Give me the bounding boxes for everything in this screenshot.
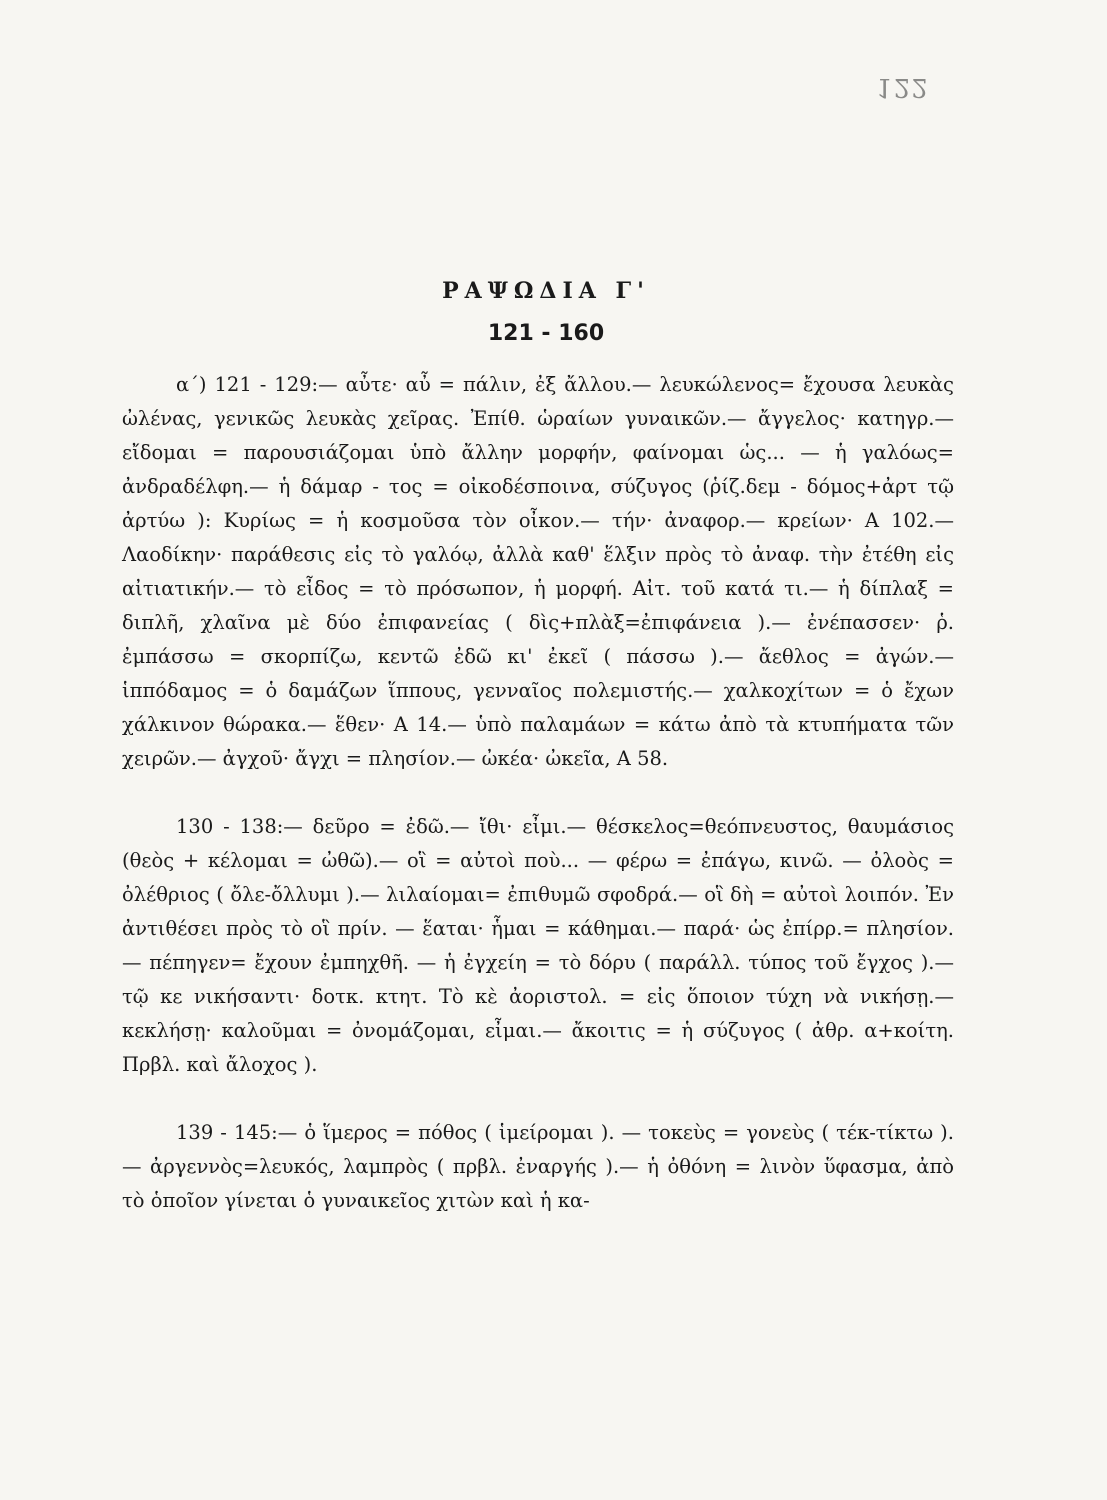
section-1 (122, 368, 954, 776)
section-label: 130 - 138:— (176, 815, 303, 838)
section-text: δεῦρο = ἐδῶ.— ἴθι· εἶμι.— θέσκελος=θεόπνευστος, θαυμάσιος (θεὸς + κέλομαι = ὠθῶ).— οἳ = αὐτοὶ ποὺ... — φέρω = ἐπάγω, κινῶ. — ὀλοὸς = ὀλέθριος ( ὄλε-ὄλλυμι ).— λιλαίομαι= ἐπιθυμῶ σφοδρά.— οἳ δὴ = αὐτοὶ λοιπόν. Ἐν ἀντιθέσει πρὸς τὸ οἳ πρίν. — ἕαται· ἧμαι = κάθημαι.— παρά· ὡς ἐπίρρ.= πλησίον.— πέπηγεν= ἔχουν ἐμπηχθῆ. — ἡ ἐγχείη = τὸ δόρυ ( παράλλ. τύπος τοῦ ἔγχος ).— τῷ κε νικήσαντι· δοτκ. κτητ. Τὸ κὲ ἀοριστολ. = εἰς ὅποιον τύχη νὰ νικήσῃ.— κεκλήσῃ· καλοῦμαι = ὀνομάζομαι, εἶμαι.— ἄκοιτις = ἡ σύζυγος ( ἀθρ. α+κοίτη. Πρβλ. καὶ ἄλοχος ). (122, 815, 955, 1076)
section-3 (122, 1116, 954, 1218)
chapter-title: ΡΑΨΩΔΙΑ Γ' (442, 278, 650, 304)
section-text: ὁ ἵμερος = πόθος ( ἱμείρομαι ). — τοκεὺς = γονεὺς ( τέκ-τίκτω ).— ἀργεννὸς=λευκός, λαμπρὸς ( πρβλ. ἐναργής ).— ἡ ὀθόνη = λινὸν ὕφασμα, ἀπὸ τὸ ὁποῖον γίνεται ὁ γυναικεῖος χιτὼν καὶ ἡ κα- (122, 1121, 954, 1212)
verse-range: 121 - 160 (487, 321, 605, 346)
page-content (122, 272, 954, 1252)
section-paragraph (122, 1116, 954, 1218)
page-number: 122 (876, 72, 929, 102)
section-text: αὖτε· αὖ = πάλιν, ἐξ ἄλλου.— λευκώλενος= ἔχουσα λευκὰς ὠλένας, γενικῶς λευκὰς χεῖρας. Ἐπίθ. ὡραίων γυναικῶν.— ἄγγελος· κατηγρ.— εἴδομαι = παρουσιάζομαι ὑπὸ ἄλλην μορφήν, φαίνομαι ὡς... — ἡ γαλόως= ἀνδραδέλφη.— ἡ δάμαρ - τος = οἰκοδέσποινα, σύζυγος (ῥίζ.δεμ - δόμος+ἀρτ τῷ ἀρτύω ): Κυρίως = ἡ κοσμοῦσα τὸν οἶκον.— τήν· ἀναφορ.— κρείων· Α 102.— Λαοδίκην· παράθεσις εἰς τὸ γαλόῳ, ἀλλὰ καθ' ἕλξιν πρὸς τὸ ἀναφ. τὴν ἐτέθη εἰς αἰτιατικήν.— τὸ εἶδος = τὸ πρόσωπον, ἡ μορφή. Αἰτ. τοῦ κατά τι.— ἡ δίπλαξ = διπλῆ, χλαῖνα μὲ δύο ἐπιφανείας ( δὶς+πλὰξ=ἐπιφάνεια ).— ἐνέπασσεν· ῥ. ἐμπάσσω = σκορπίζω, κεντῶ ἐδῶ κι' ἐκεῖ ( πάσσω ).— ἄεθλος = ἀγών.— ἱππόδαμος = ὁ δαμάζων ἵππους, γενναῖος πολεμιστής.— χαλκοχίτων = ὁ ἔχων χάλκινον θώρακα.— ἕθεν· Α 14.— ὑπὸ παλαμάων = κάτω ἀπὸ τὰ κτυπήματα τῶν χειρῶν.— ἀγχοῦ· ἄγχι = πλησίον.— ὠκέα· ὠκεῖα, Α 58. (122, 373, 954, 770)
section-paragraph (122, 368, 954, 776)
section-2 (122, 810, 954, 1082)
section-paragraph (122, 810, 954, 1082)
section-label: 139 - 145:— (176, 1121, 298, 1144)
section-label: α΄) 121 - 129:— (176, 373, 338, 396)
